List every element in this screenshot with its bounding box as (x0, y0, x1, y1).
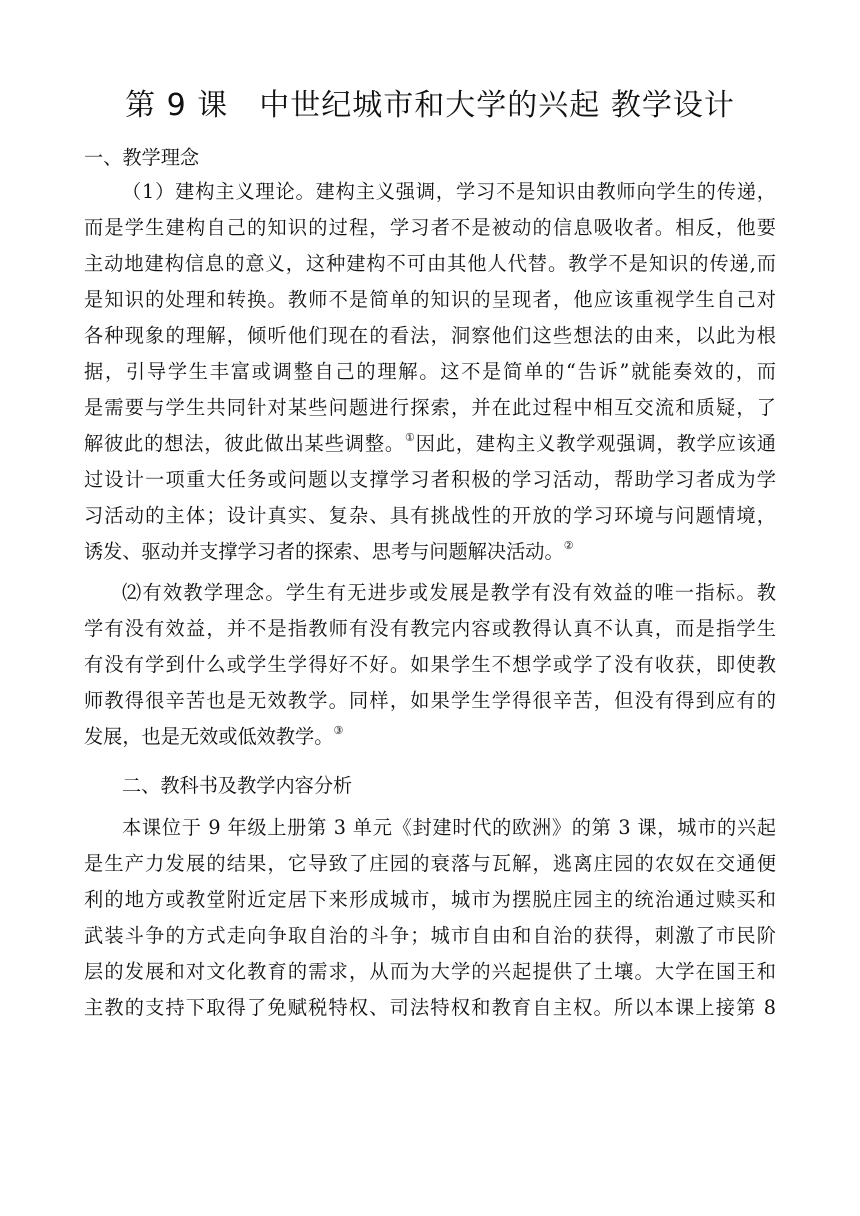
footnote-marker: ① (405, 431, 416, 444)
paragraph-line (84, 539, 574, 565)
paragraph-line: 本课位于 9 年级上册第 3 单元《封建时代的欧洲》的第 3 课，城市的兴起 (122, 816, 776, 839)
paragraph-line: 是知识的处理和转换。教师不是简单的知识的呈现者，他应该重视学生自己对 (84, 288, 776, 311)
line-text: 因此，建构主义教学观强调，教学应该通 (415, 432, 776, 455)
paragraph-line (84, 724, 343, 750)
footnote-marker: ③ (333, 724, 344, 737)
footnote-marker: ② (563, 539, 574, 552)
paragraph-line: 武装斗争的方式走向争取自治的斗争；城市自由和自治的获得，刺激了市民阶 (84, 924, 776, 947)
paragraph-line: 是生产力发展的结果，它导致了庄园的衰落与瓦解，逃离庄园的农奴在交通便 (84, 852, 776, 875)
paragraph-line: 层的发展和对文化教育的需求，从而为大学的兴起提供了土壤。大学在国王和 (84, 960, 776, 983)
paragraph-line: 主教的支持下取得了免赋税特权、司法特权和教育自主权。所以本课上接第 8 (84, 996, 776, 1019)
paragraph-line: 学有没有效益，并不是指教师有没有教完内容或教得认真不认真，而是指学生 (84, 617, 776, 640)
paragraph-line: 师教得很辛苦也是无效教学。同样，如果学生学得很辛苦，但没有得到应有的 (84, 689, 776, 712)
paragraph-line: 据，引导学生丰富或调整自己的理解。这不是简单的“告诉”就能奏效的，而 (84, 360, 776, 383)
paragraph-line: ⑵有效教学理念。学生有无进步或发展是教学有没有效益的唯一指标。教 (122, 581, 776, 604)
section-heading-teaching-philosophy: 一、教学理念 (84, 146, 200, 169)
paragraph-line: 利的地方或教堂附近定居下来形成城市，城市为摆脱庄园主的统治通过赎买和 (84, 888, 776, 911)
paragraph-line: 过设计一项重大任务或问题以支撑学习者积极的学习活动，帮助学习者成为学 (84, 468, 776, 491)
paragraph-line: 是需要与学生共同针对某些问题进行探索，并在此过程中相互交流和质疑，了 (84, 396, 776, 419)
line-text: 诱发、驱动并支撑学习者的探索、思考与问题解决活动。 (84, 540, 564, 563)
line-text: 发展，也是无效或低效教学。 (84, 725, 334, 748)
paragraph-line: 有没有学到什么或学生学得好不好。如果学生不想学或学了没有收获，即使教 (84, 653, 776, 676)
paragraph-line: 主动地建构信息的意义，这种建构不可由其他人代替。教学不是知识的传递,而 (84, 252, 776, 275)
paragraph-line: 习活动的主体；设计真实、复杂、具有挑战性的开放的学习环境与问题情境， (84, 504, 776, 527)
document-title: 第 9 课 中世纪城市和大学的兴起 教学设计 (125, 88, 735, 123)
line-text: 解彼此的想法，彼此做出某些调整。 (84, 432, 405, 455)
paragraph-line: 各种现象的理解，倾听他们现在的看法，洞察他们这些想法的由来，以此为根 (84, 324, 776, 347)
paragraph-line: 而是学生建构自己的知识的过程，学习者不是被动的信息吸收者。相反，他要 (84, 216, 776, 239)
section-heading-textbook-analysis: 二、教科书及教学内容分析 (122, 774, 353, 797)
paragraph-line: （1）建构主义理论。建构主义强调，学习不是知识由教师向学生的传递， (122, 180, 776, 203)
paragraph-line (84, 431, 776, 457)
